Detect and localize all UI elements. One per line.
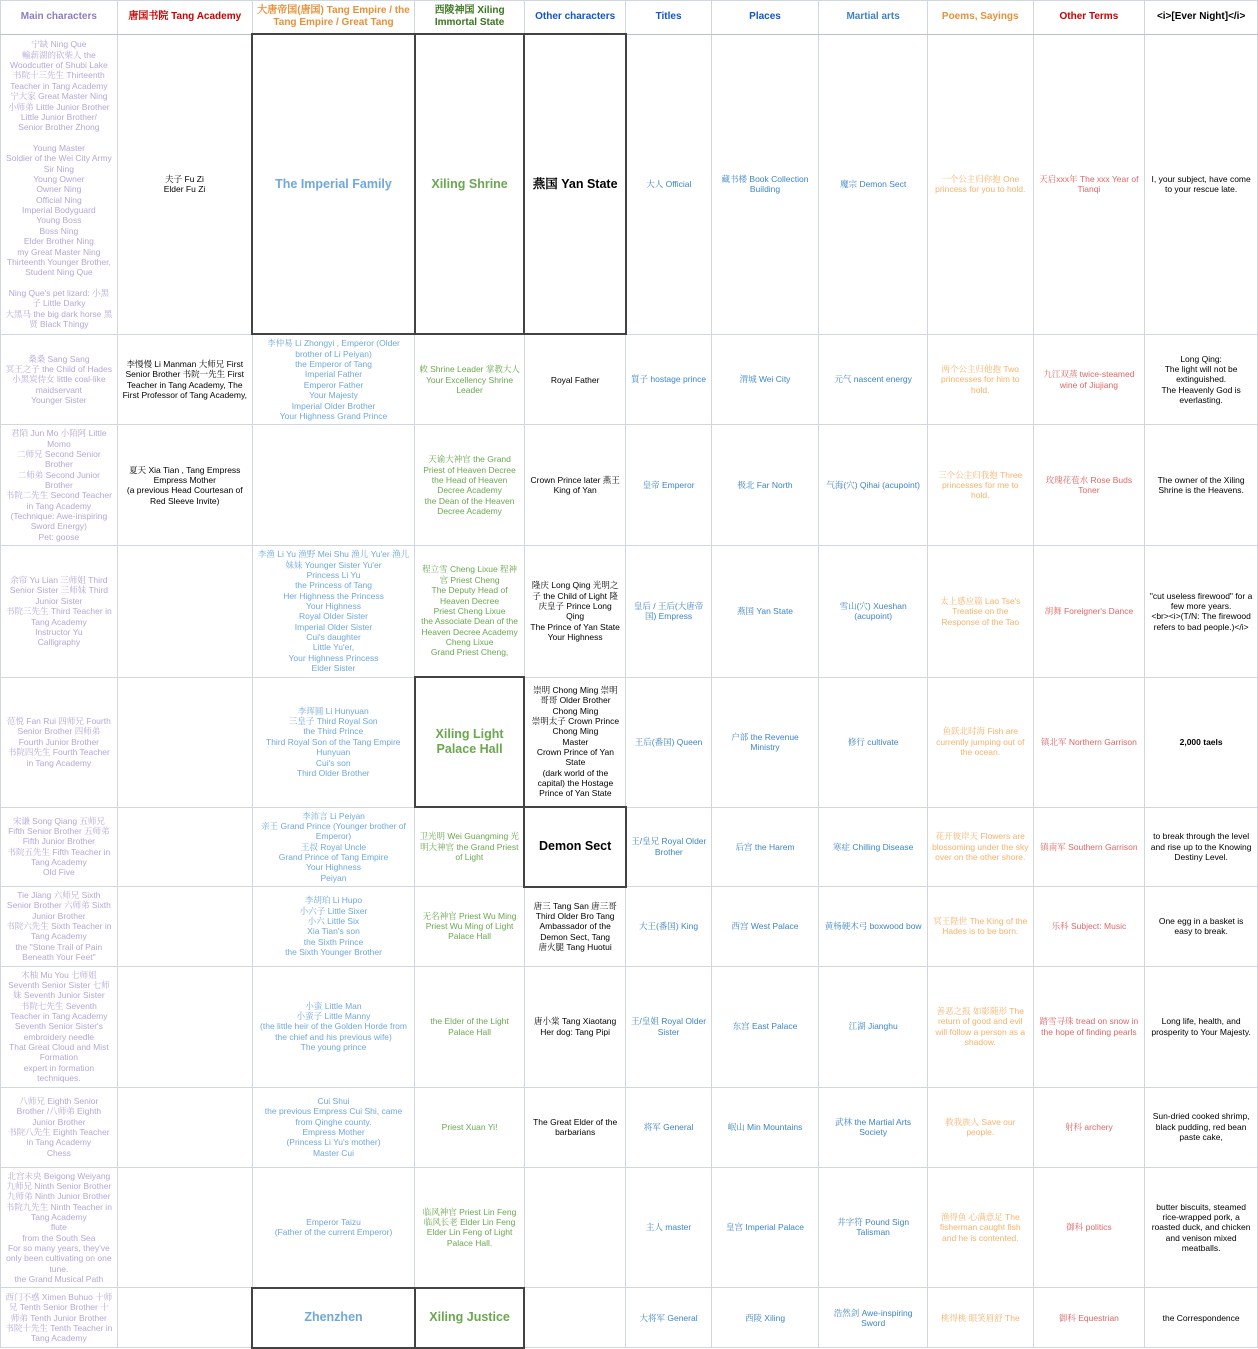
cell-r8-c6[interactable]: 岷山 Min Mountains [711, 1087, 819, 1167]
cell-r0-c3[interactable]: Xiling Shrine [415, 34, 525, 334]
cell-r5-c7[interactable]: 寒症 Chilling Disease [819, 807, 928, 887]
table-row [1, 425, 1258, 546]
cell-r1-c8[interactable]: 两个公主归他抱 Two princesses for him to hold. [927, 334, 1033, 424]
cell-r9-c10[interactable]: butter biscuits, steamed rice-wrapped pork, a roasted duck, and chicken and venison mixed meatballs. [1145, 1167, 1258, 1288]
cell-r2-c8[interactable]: 三个公主归我抱 Three princesses for me to hold. [927, 425, 1033, 546]
cell-r10-c3[interactable]: Xiling Justice [415, 1288, 525, 1348]
table-row [1, 807, 1258, 887]
cell-r4-c9[interactable]: 镇北军 Northern Garrison [1033, 677, 1145, 807]
cell-r9-c8[interactable]: 渔得鱼 心满意足 The fisherman caught fish and he is contented. [927, 1167, 1033, 1288]
cell-r2-c5[interactable]: 皇帝 Emperor [626, 425, 711, 546]
cell-r10-c0[interactable]: 西门不惑 Ximen Buhuo 十师兄 Tenth Senior Brother 十师弟 Tenth Junior Brother 书院十先生 Tenth Teacher in Tang Academy [1, 1288, 118, 1348]
table-row [1, 966, 1258, 1087]
cell-r3-c5[interactable]: 皇后 / 王后(大唐帝国) Empress [626, 546, 711, 677]
cell-r9-c4[interactable] [524, 1167, 626, 1288]
cell-r4-c8[interactable]: 鱼跃北时海 Fish are currently jumping out of the ocean. [927, 677, 1033, 807]
cell-r2-c3[interactable]: 天谕大神官 the Grand Priest of Heaven Decree the Head of Heaven Decree Academy the Dean of the Heaven Decree Academy [415, 425, 525, 546]
cell-r0-c4[interactable]: 燕国 Yan State [524, 34, 626, 334]
cell-r8-c3[interactable]: Priest Xuan Yi! [415, 1087, 525, 1167]
cell-r5-c6[interactable]: 后宫 the Harem [711, 807, 819, 887]
cell-r10-c5[interactable]: 大将军 General [626, 1288, 711, 1348]
cell-r2-c10[interactable]: The owner of the Xiling Shrine is the Heavens. [1145, 425, 1258, 546]
cell-r9-c0[interactable]: 北宫未央 Beigong Weiyang 九师兄 Ninth Senior Brother 九师弟 Ninth Junior Brother 书院九先生 Ninth Teacher in Tang Academy flute from the South Sea For so many years, they've only been cultivating on one tune. the Grand Musical Path [1, 1167, 118, 1288]
cell-r5-c0[interactable]: 宋谦 Song Qiang 五师兄 Fifth Senior Brother 五师弟 Fifth Junior Brother 书院五先生 Fifth Teacher in Tang Academy Old Five [1, 807, 118, 887]
cell-r3-c1[interactable] [117, 546, 252, 677]
cell-r4-c6[interactable]: 户部 the Revenue Ministry [711, 677, 819, 807]
cell-r3-c3[interactable]: 程立雪 Cheng Lixue 程神官 Priest Cheng The Deputy Head of Heaven Decree Priest Cheng Lixue the Associate Dean of the Heaven Decree Academy Cheng Lixue Grand Priest Cheng, [415, 546, 525, 677]
column-header-places[interactable]: Places [711, 1, 819, 35]
cell-r6-c8[interactable]: 冥王陛世 The King of the Hades is to be born. [927, 887, 1033, 967]
cell-r6-c3[interactable]: 无名神官 Priest Wu Ming Priest Wu Ming of Light Palace Hall [415, 887, 525, 967]
cell-r6-c1[interactable] [117, 887, 252, 967]
column-header-main-characters[interactable]: Main characters [1, 1, 118, 35]
cell-r2-c4[interactable]: Crown Prince later 燕王 King of Yan [524, 425, 626, 546]
cell-r2-c6[interactable]: 极北 Far North [711, 425, 819, 546]
cell-r10-c9[interactable]: 御科 Equestrian [1033, 1288, 1145, 1348]
cell-r3-c8[interactable]: 太上感应篇 Lao Tse's Treatise on the Response of the Tao [927, 546, 1033, 677]
cell-r0-c2[interactable]: The Imperial Family [252, 34, 414, 334]
cell-r7-c7[interactable]: 江湖 Jianghu [819, 966, 928, 1087]
table-row [1, 546, 1258, 677]
cell-r1-c5[interactable]: 質子 hostage prince [626, 334, 711, 424]
cell-r3-c6[interactable]: 燕国 Yan State [711, 546, 819, 677]
cell-r0-c9[interactable]: 天启xxx年 The xxx Year of Tianqi [1033, 34, 1145, 334]
cell-r9-c9[interactable]: 御科 politics [1033, 1167, 1145, 1288]
cell-r10-c2[interactable]: Zhenzhen [252, 1288, 414, 1348]
cell-r8-c5[interactable]: 将军 General [626, 1087, 711, 1167]
cell-r8-c2[interactable]: Cui Shui the previous Empress Cui Shi, came from Qinghe county. Empress Mother (Princess Li Yu's mother) Master Cui [252, 1087, 414, 1167]
cell-r10-c6[interactable]: 西陵 Xiling [711, 1288, 819, 1348]
cell-r4-c5[interactable]: 王后(番国) Queen [626, 677, 711, 807]
table-row [1, 1167, 1258, 1288]
cell-r2-c0[interactable]: 君陌 Jun Mo 小陌阿 Little Momo 二师兄 Second Senior Brother 二师弟 Second Junior Brother 书院二先生 Second Teacher in Tang Academy (Technique: Awe-inspiring Sword Energy) Pet: goose [1, 425, 118, 546]
table-body [1, 34, 1258, 1348]
cell-r9-c1[interactable] [117, 1167, 252, 1288]
column-header-poems-sayings[interactable]: Poems, Sayings [927, 1, 1033, 35]
cell-r9-c7[interactable]: 井字符 Pound Sign Talisman [819, 1167, 928, 1288]
cell-r6-c6[interactable]: 西宫 West Palace [711, 887, 819, 967]
cell-r1-c4[interactable]: Royal Father [524, 334, 626, 424]
cell-r0-c1[interactable]: 夫子 Fu Zi Elder Fu Zi [117, 34, 252, 334]
cell-r1-c2[interactable]: 李仲易 Li Zhongyi , Emperor (Older brother of Li Peiyan) the Emperor of Tang Imperial Father Emperor Father Your Majesty Imperial Older Brother Your Highness Grand Prince [252, 334, 414, 424]
cell-r4-c7[interactable]: 修行 cultivate [819, 677, 928, 807]
cell-r5-c1[interactable] [117, 807, 252, 887]
table-row [1, 34, 1258, 334]
cell-r10-c10[interactable]: the Correspondence [1145, 1288, 1258, 1348]
table-row [1, 1288, 1258, 1348]
cell-r7-c0[interactable]: 木柚 Mu You 七师姐 Seventh Senior Sister 七师妹 Seventh Junior Sister 书院七先生 Seventh Teacher in Tang Academy Seventh Senior Sister's embroidery needle That Great Cloud and Mist Formation expert in formation techniques. [1, 966, 118, 1087]
column-header-ever-night[interactable]: <i>[Ever Night]</i> [1145, 1, 1258, 35]
cell-r5-c5[interactable]: 王/皇兄 Royal Older Brother [626, 807, 711, 887]
cell-r0-c8[interactable]: 一个公主归你抱 One princess for you to hold. [927, 34, 1033, 334]
cell-r9-c3[interactable]: 临风神官 Priest Lin Feng 临风长老 Elder Lin Feng Elder Lin Feng of Light Palace Hall. [415, 1167, 525, 1288]
cell-r8-c1[interactable] [117, 1087, 252, 1167]
cell-r8-c4[interactable]: The Great Elder of the barbarians [524, 1087, 626, 1167]
cell-r4-c3[interactable]: Xiling Light Palace Hall [415, 677, 525, 807]
cell-r2-c1[interactable]: 夏天 Xia Tian , Tang Empress Empress Mother (a previous Head Courtesan of Red Sleeve Invite) [117, 425, 252, 546]
cell-r7-c1[interactable] [117, 966, 252, 1087]
cell-r2-c7[interactable]: 气海(穴) Qihai (acupoint) [819, 425, 928, 546]
cell-r6-c9[interactable]: 乐科 Subject: Music [1033, 887, 1145, 967]
cell-r4-c10[interactable]: 2,000 taels [1145, 677, 1258, 807]
cell-r6-c5[interactable]: 大王(番国) King [626, 887, 711, 967]
cell-r9-c5[interactable]: 主人 master [626, 1167, 711, 1288]
table-row [1, 334, 1258, 424]
cell-r3-c2[interactable]: 李渔 Li Yu 渔野 Mei Shu 渔儿 Yu'er 渔儿妹妹 Younger Sister Yu'er Princess Li Yu the Princess of Tang Her Highness the Princess Your Highness Royal Older Sister Imperial Older Sister Cui's daughter Little Yu'er, Your Highness Princess Elder Sister [252, 546, 414, 677]
cell-r1-c0[interactable]: 桑桑 Sang Sang 冥王之子 the Child of Hades 小黑炭侍女 little coal-like maidservant Younger Sister [1, 334, 118, 424]
cell-r6-c7[interactable]: 黄杨硬木弓 boxwood bow [819, 887, 928, 967]
cell-r1-c1[interactable]: 李慢慢 Li Manman 大师兄 First Senior Brother 书院一先生 First Teacher in Tang Academy, The First Professor of Tang Academy, [117, 334, 252, 424]
cell-r8-c8[interactable]: 救我族人 Save our people. [927, 1087, 1033, 1167]
cell-r10-c8[interactable]: 桃得桃 眼笑眉舒 The [927, 1288, 1033, 1348]
cell-r2-c2[interactable] [252, 425, 414, 546]
cell-r7-c2[interactable]: 小蛮 Little Man 小蛮子 Little Manny (the little heir of the Golden Horde from the chief and his previous wife) The young prince [252, 966, 414, 1087]
table-row [1, 1087, 1258, 1167]
cell-r0-c10[interactable]: I, your subject, have come to your rescue late. [1145, 34, 1258, 334]
column-header-other-terms[interactable]: Other Terms [1033, 1, 1145, 35]
column-header-other-characters[interactable]: Other characters [524, 1, 626, 35]
cell-r6-c10[interactable]: One egg in a basket is easy to break. [1145, 887, 1258, 967]
cell-r7-c8[interactable]: 善恶之报 如影随形 The return of good and evil will follow a person as a shadow. [927, 966, 1033, 1087]
cell-r0-c0[interactable]: 宁缺 Ning Que 輸薪湖的砍柴人 the Woodcutter of Shubi Lake 书院十三先生 Thirteenth Teacher in Tang Academy 宁大家 Great Master Ning 小师弟 Little Junior Brother Little Junior Brother/ Senior Brother Zhong Young Master Soldier of the Wei City Army Sir Ning Young Owner Owner Ning Official Ning Imperial Bodyguard Young Boss Boss Ning Elder Brother Ning my Great Master Ning Thirteenth Younger Brother, Student Ning Que Ning Que's pet lizard: 小黑子 Little Darky 大黑马 the big dark horse 黑贤 Black Thingy [1, 34, 118, 334]
cell-r1-c3[interactable]: 敕 Shrine Leader 掌教大人 Your Excellency Shrine Leader [415, 334, 525, 424]
cell-r1-c6[interactable]: 渭城 Wei City [711, 334, 819, 424]
cell-r0-c7[interactable]: 魔宗 Demon Sect [819, 34, 928, 334]
cell-r3-c10[interactable]: "cut useless firewood" for a few more years. <br><i>(T/N: The firewood refers to bad people.)</i> [1145, 546, 1258, 677]
cell-r9-c2[interactable]: Emperor Taizu (Father of the current Emperor) [252, 1167, 414, 1288]
cell-r6-c2[interactable]: 李胡珀 Li Hupo 小六子 Little Sixer 小六 Little Six Xia Tian's son the Sixth Prince the Sixth Younger Brother [252, 887, 414, 967]
cell-r9-c6[interactable]: 皇宫 Imperial Palace [711, 1167, 819, 1288]
cell-r3-c0[interactable]: 余帘 Yu Lian 三师姐 Third Senior Sister 三师妹 Third Junior Sister 书院三先生 Third Teacher in Tang Academy Instructor Yu Calligraphy [1, 546, 118, 677]
cell-r7-c6[interactable]: 东宫 East Palace [711, 966, 819, 1087]
cell-r8-c7[interactable]: 武林 the Martial Arts Society [819, 1087, 928, 1167]
cell-r4-c0[interactable]: 范悦 Fan Rui 四师兄 Fourth Senior Brother 四师弟 Fourth Junior Brother 书院四先生 Fourth Teacher in Tang Academy [1, 677, 118, 807]
cell-r5-c3[interactable]: 卫光明 Wei Guangming 光明大神官 the Grand Priest of Light [415, 807, 525, 887]
cell-r0-c5[interactable]: 大人 Official [626, 34, 711, 334]
cell-r5-c9[interactable]: 镇南军 Southern Garrison [1033, 807, 1145, 887]
column-header-xiling[interactable]: 西陵神国 Xiling Immortal State [415, 1, 525, 35]
cell-r10-c1[interactable] [117, 1288, 252, 1348]
cell-r7-c5[interactable]: 王/皇姐 Royal Older Sister [626, 966, 711, 1087]
cell-r2-c9[interactable]: 玫瑰花苞水 Rose Buds Toner [1033, 425, 1145, 546]
cell-r0-c6[interactable]: 藏书楼 Book Collection Building [711, 34, 819, 334]
cell-r5-c8[interactable]: 花开彼岸天 Flowers are blossoming under the sky over on the other shore. [927, 807, 1033, 887]
table-row [1, 677, 1258, 807]
table-header-row [1, 1, 1258, 35]
cell-r6-c4[interactable]: 唐三 Tang San 唐三哥 Third Older Bro Tang Ambassador of the Demon Sect, Tang 唐火腿 Tang Huotui [524, 887, 626, 967]
cell-r7-c10[interactable]: Long life, health, and prosperity to Your Majesty. [1145, 966, 1258, 1087]
cell-r10-c4[interactable] [524, 1288, 626, 1348]
cell-r5-c10[interactable]: to break through the level and rise up to the Knowing Destiny Level. [1145, 807, 1258, 887]
cell-r1-c10[interactable]: Long Qing: The light will not be extinguished. The Heavenly God is everlasting. [1145, 334, 1258, 424]
cell-r7-c4[interactable]: 唐小棠 Tang Xiaotang Her dog: Tang Pipi [524, 966, 626, 1087]
column-header-tang-empire[interactable]: 大唐帝国(唐国) Tang Empire / the Tang Empire / Great Tang [252, 1, 414, 35]
cell-r1-c7[interactable]: 元气 nascent energy [819, 334, 928, 424]
cell-r4-c4[interactable]: 崇明 Chong Ming 崇明哥哥 Older Brother Chong Ming 崇明太子 Crown Prince Chong Ming Master Crown Prince of Yan State (dark world of the capital) the Hostage Prince of Yan State [524, 677, 626, 807]
cell-r5-c2[interactable]: 李沛言 Li Peiyan 亲王 Grand Prince (Younger brother of Emperor) 王叔 Royal Uncle Grand Prince of Tang Empire Your Highness Peiyan [252, 807, 414, 887]
cell-r10-c7[interactable]: 浩然剑 Awe-inspiring Sword [819, 1288, 928, 1348]
cell-r1-c9[interactable]: 九江双蒸 twice-steamed wine of Jiujiang [1033, 334, 1145, 424]
cell-r3-c9[interactable]: 胡舞 Foreigner's Dance [1033, 546, 1145, 677]
column-header-tang-academy[interactable]: 唐国书院 Tang Academy [117, 1, 252, 35]
cell-r7-c3[interactable]: the Elder of the Light Palace Hall [415, 966, 525, 1087]
column-header-martial-arts[interactable]: Martial arts [819, 1, 928, 35]
cell-r8-c9[interactable]: 射科 archery [1033, 1087, 1145, 1167]
cell-r3-c4[interactable]: 隆庆 Long Qing 光明之子 the Child of Light 隆庆皇子 Prince Long Qing The Prince of Yan State Your Highness [524, 546, 626, 677]
cell-r5-c4[interactable]: Demon Sect [524, 807, 626, 887]
cell-r3-c7[interactable]: 雪山(穴) Xueshan (acupoint) [819, 546, 928, 677]
cell-r4-c1[interactable] [117, 677, 252, 807]
column-header-titles[interactable]: Titles [626, 1, 711, 35]
cell-r6-c0[interactable]: Tie Jiang 六师兄 Sixth Senior Brother 六师弟 Sixth Junior Brother 书院六先生 Sixth Teacher in Tang Academy the "Stone Trail of Pain Beneath Your Feet" [1, 887, 118, 967]
cell-r4-c2[interactable]: 李珲圆 Li Hunyuan 三皇子 Third Royal Son the Third Prince Third Royal Son of the Tang Empire Hunyuan Cui's son Third Older Brother [252, 677, 414, 807]
cell-r8-c10[interactable]: Sun-dried cooked shrimp, black pudding, red bean paste cake, [1145, 1087, 1258, 1167]
cell-r7-c9[interactable]: 踏雪寻珠 tread on snow in the hope of finding pearls [1033, 966, 1145, 1087]
cell-r8-c0[interactable]: 八师兄 Eighth Senior Brother /八师弟 Eighth Junior Brother 书院八先生 Eighth Teacher in Tang Academy Chess [1, 1087, 118, 1167]
table-row [1, 887, 1258, 967]
